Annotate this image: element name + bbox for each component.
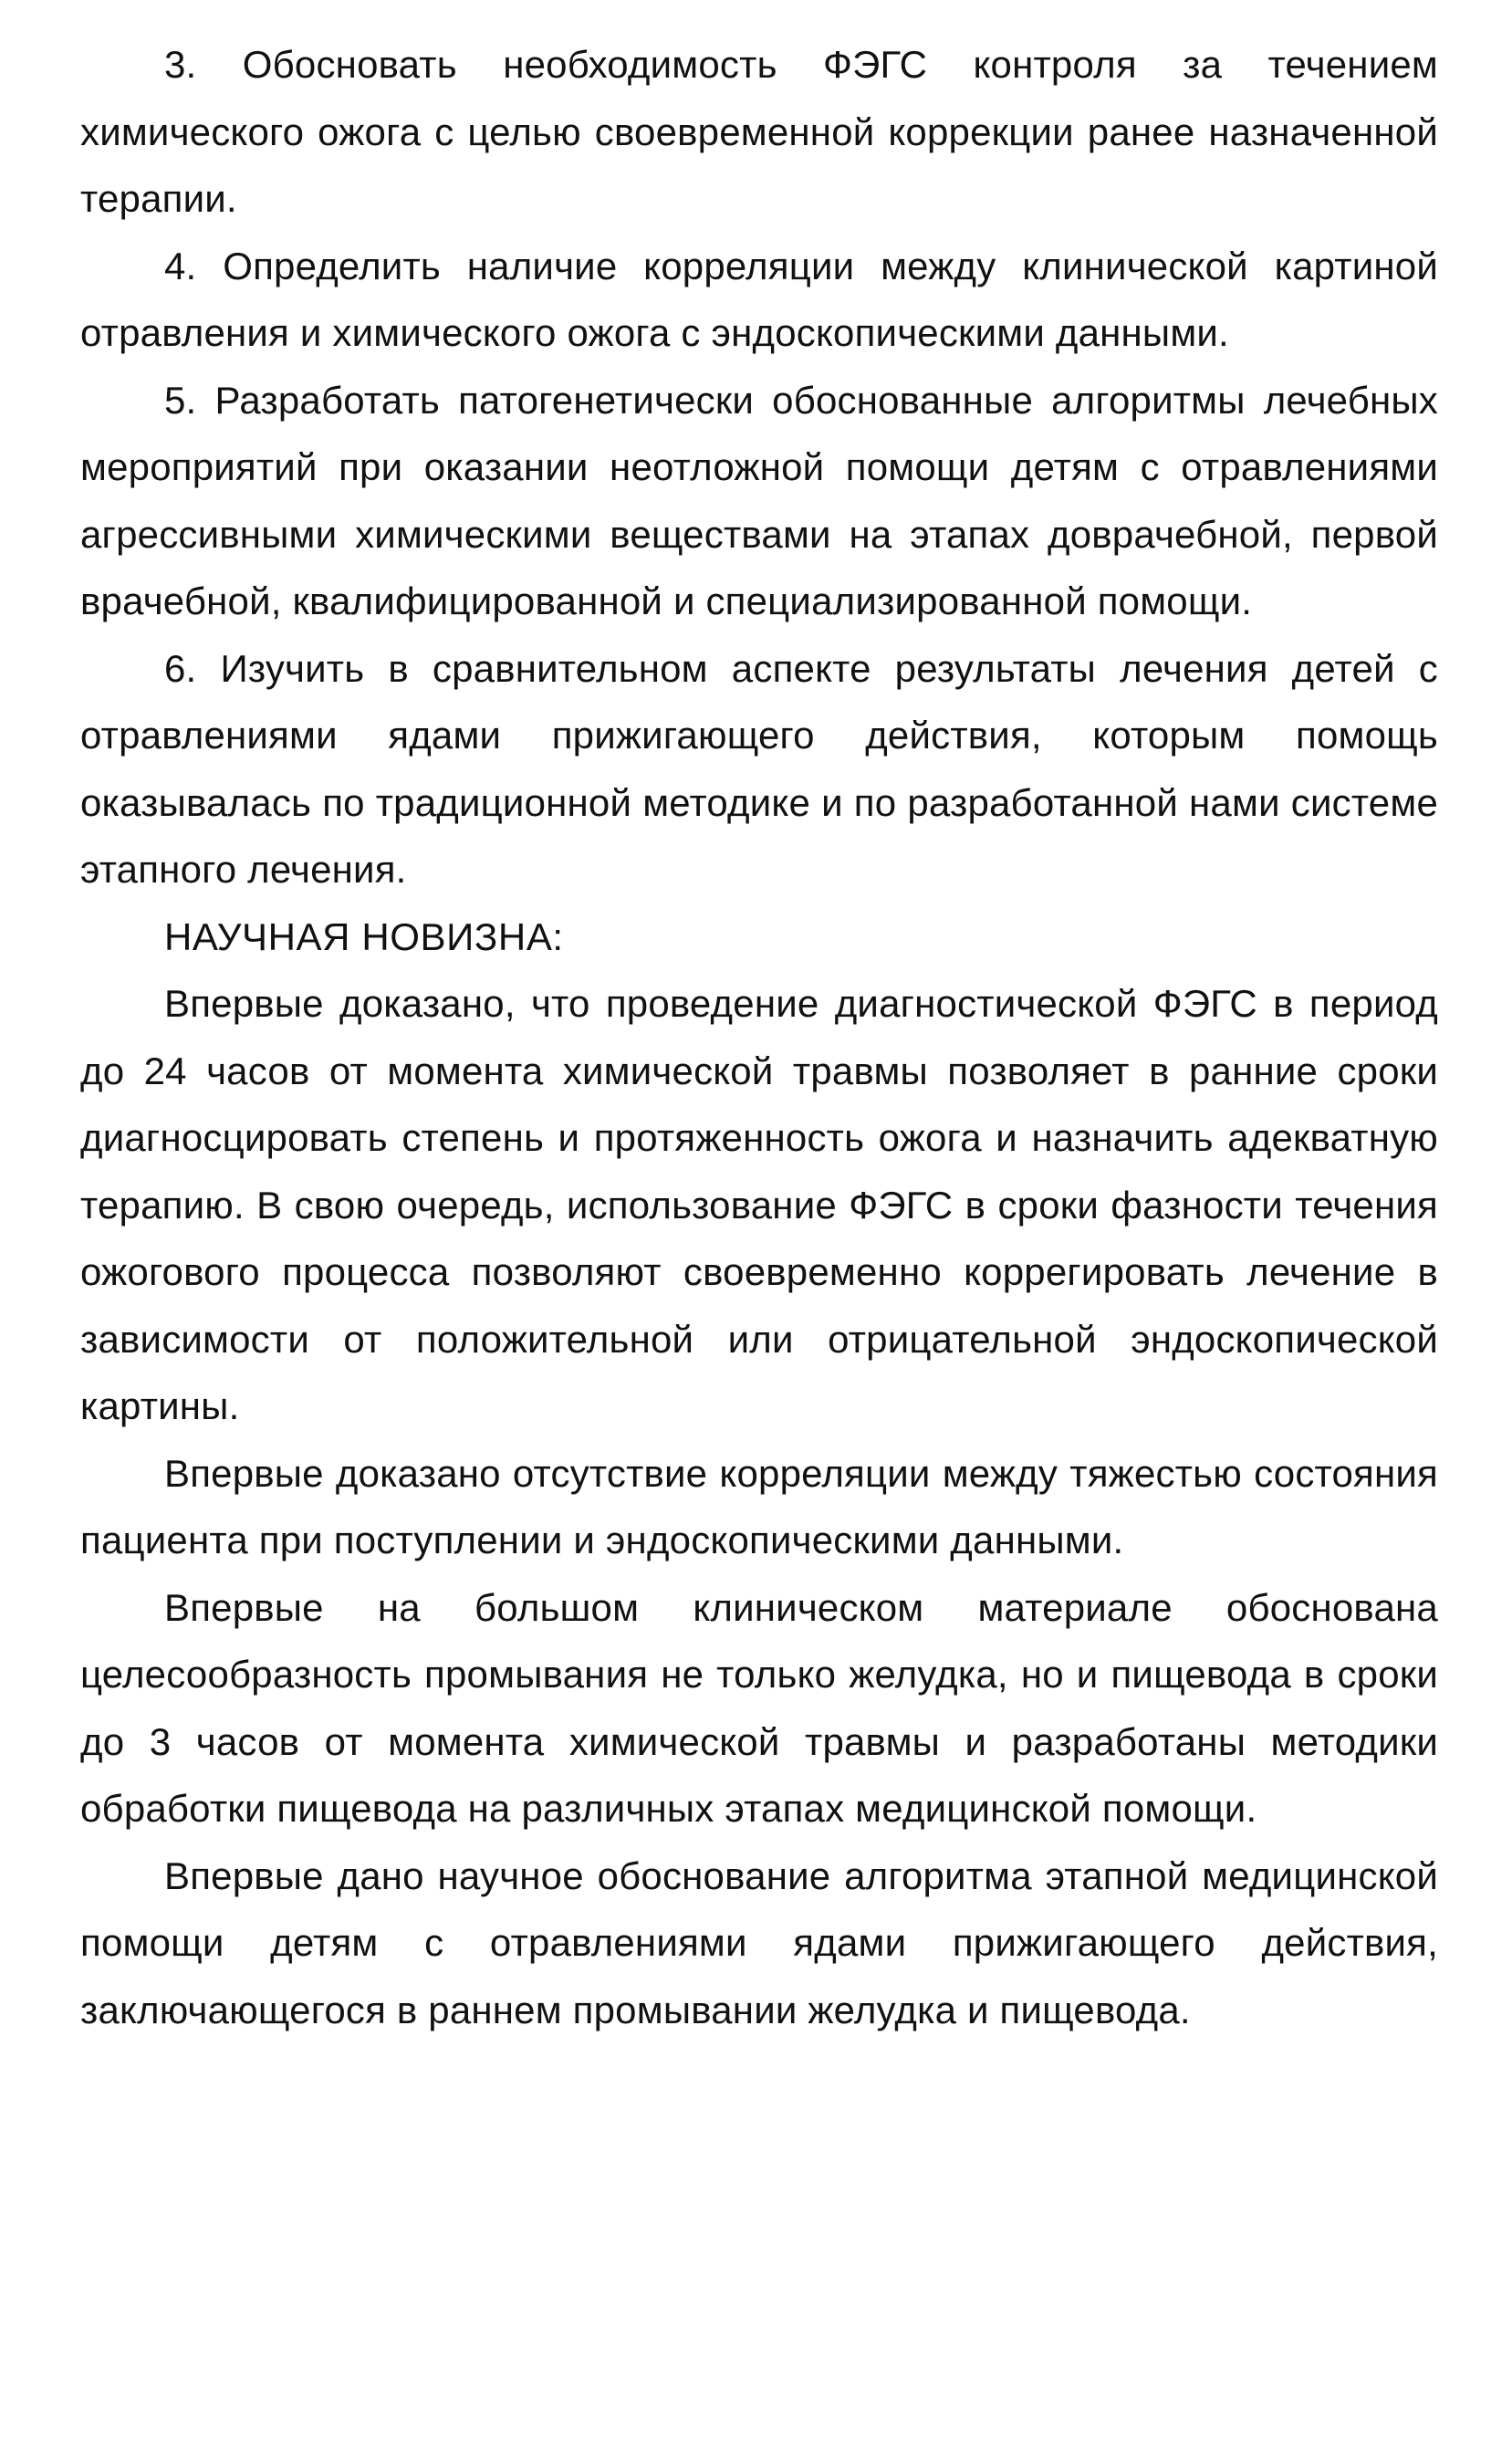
task-item-3: 3. Обосновать необходимость ФЭГС контроля за течением химического ожога с целью своевременной коррекции ранее назначенной терапии.: [80, 43, 1438, 220]
task-item-5: 5. Разработать патогенетически обоснованные алгоритмы лечебных мероприятий при оказании неотложной помощи детям с отравлениями агрессивными химическими веществами на этапах доврачебной, первой врачебной, квалифицированной и специализированной помощи.: [80, 378, 1438, 622]
novelty-paragraph-1: Впервые доказано, что проведение диагностической ФЭГС в период до 24 часов от момента химической травмы позволяет в ранние сроки диагносцировать степень и протяженность ожога и назначить адекватную терапию. В свою очередь, использование ФЭГС в сроки фазности течения ожогового процесса позволяют своевременно коррегировать лечение в зависимости от положительной или отрицательной эндоскопической картины.: [80, 982, 1438, 1427]
section-heading-novelty: НАУЧНАЯ НОВИЗНА:: [164, 914, 564, 958]
document-body: [80, 31, 1438, 2043]
novelty-paragraph-4: Впервые дано научное обоснование алгоритма этапной медицинской помощи детям с отравлениями ядами прижигающего действия, заключающегося в раннем промывании желудка и пищевода.: [80, 1853, 1438, 2031]
task-item-6: 6. Изучить в сравнительном аспекте результаты лечения детей с отравлениями ядами прижигающего действия, которым помощь оказывалась по традиционной методике и по разработанной нами системе этапного лечения.: [80, 646, 1438, 891]
novelty-paragraph-3: Впервые на большом клиническом материале обоснована целесообразность промывания не только желудка, но и пищевода в сроки до 3 часов от момента химической травмы и разработаны методики обработки пищевода на различных этапах медицинской помощи.: [80, 1585, 1438, 1830]
novelty-paragraph-2: Впервые доказано отсутствие корреляции между тяжестью состояния пациента при поступлении и эндоскопическими данными.: [80, 1451, 1438, 1561]
task-item-4: 4. Определить наличие корреляции между клинической картиной отравления и химического ожога с эндоскопическими данными.: [80, 244, 1438, 354]
